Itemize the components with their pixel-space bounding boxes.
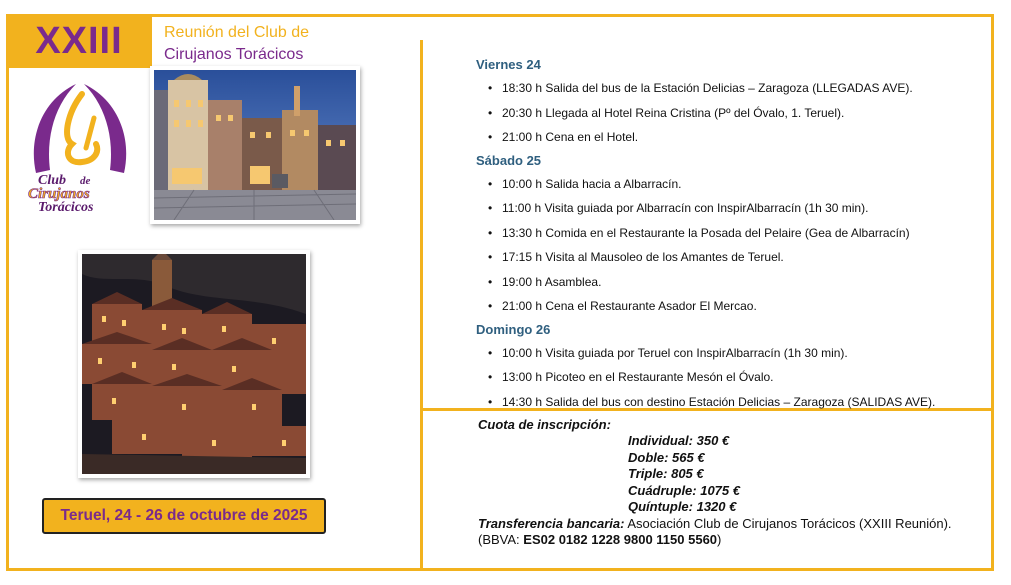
logo-word-club: Club (38, 173, 67, 188)
bank-transfer (478, 516, 978, 532)
list-item: • 21:00 h Cena el Restaurante Asador El Mercao. (476, 294, 986, 319)
vertical-divider (420, 40, 423, 568)
logo-word-cirujanos: Cirujanos (28, 186, 90, 202)
albarracin-image (82, 254, 306, 474)
registration-fees (478, 417, 978, 548)
price-cuadruple: Cuádruple: 1075 € (628, 482, 740, 498)
date-banner-text: Teruel, 24 - 26 de octubre de 2025 (60, 507, 308, 524)
list-item: • 13:30 h Comida en el Restaurante la Posada del Pelaire (Gea de Albarracín) (476, 221, 986, 246)
edition-number: XXIII (35, 20, 123, 62)
fees-heading: Cuota de inscripción: (478, 417, 611, 432)
teruel-plaza-image (154, 70, 356, 220)
albarracin-photo (78, 250, 310, 478)
bank-transfer-label: Transferencia bancaria: (478, 515, 625, 531)
date-banner (42, 498, 326, 534)
event-title-line2: Cirujanos Torácicos (164, 46, 304, 63)
logo-word-de: de (80, 175, 91, 187)
schedule-list-sabado (476, 172, 986, 319)
price-list (628, 433, 978, 516)
list-item: • 11:00 h Visita guiada por Albarracín con InspirAlbarracín (1h 30 min). (476, 196, 986, 221)
event-title (164, 22, 309, 66)
schedule-list-domingo (476, 341, 986, 415)
list-item: • 13:00 h Picoteo en el Restaurante Mesón el Óvalo. (476, 365, 986, 390)
club-logo (24, 78, 136, 218)
list-item: • 14:30 h Salida del bus con destino Estación Delicias – Zaragoza (SALIDAS AVE). (476, 390, 986, 415)
price-triple: Triple: 805 € (628, 466, 704, 482)
schedule-list-viernes (476, 76, 986, 150)
iban: ES02 0182 1228 9800 1150 5560 (523, 532, 718, 548)
list-item: • 10:00 h Salida hacia a Albarracín. (476, 172, 986, 197)
event-title-line1: Reunión del Club de (164, 24, 309, 41)
bank-transfer-recipient: Asociación Club de Cirujanos Torácicos (XXIII Reunión). (624, 515, 952, 531)
bank-account (478, 532, 978, 548)
edition-badge (6, 14, 152, 68)
bank-suffix: ) (717, 532, 722, 548)
logo-word-toracicos: Torácicos (38, 200, 94, 215)
list-item: • 17:15 h Visita al Mausoleo de los Amantes de Teruel. (476, 245, 986, 270)
list-item: • 19:00 h Asamblea. (476, 270, 986, 295)
price-doble: Doble: 565 € (628, 449, 705, 465)
schedule (476, 54, 986, 414)
price-individual: Individual: 350 € (628, 433, 730, 449)
day-title-sabado: Sábado 25 (476, 152, 542, 168)
list-item: • 18:30 h Salida del bus de la Estación Delicias – Zaragoza (LLEGADAS AVE). (476, 76, 986, 101)
bank-prefix: (BBVA: (478, 532, 524, 548)
club-logo-emblem-icon (24, 78, 136, 218)
list-item: • 10:00 h Visita guiada por Teruel con InspirAlbarracín (1h 30 min). (476, 341, 986, 366)
list-item: • 20:30 h Llegada al Hotel Reina Cristina (Pº del Óvalo, 1. Teruel). (476, 101, 986, 126)
price-quintuple: Quíntuple: 1320 € (628, 499, 737, 515)
list-item: • 21:00 h Cena en el Hotel. (476, 125, 986, 150)
day-title-viernes: Viernes 24 (476, 57, 541, 72)
teruel-plaza-photo (150, 66, 360, 224)
day-title-domingo: Domingo 26 (476, 321, 551, 337)
